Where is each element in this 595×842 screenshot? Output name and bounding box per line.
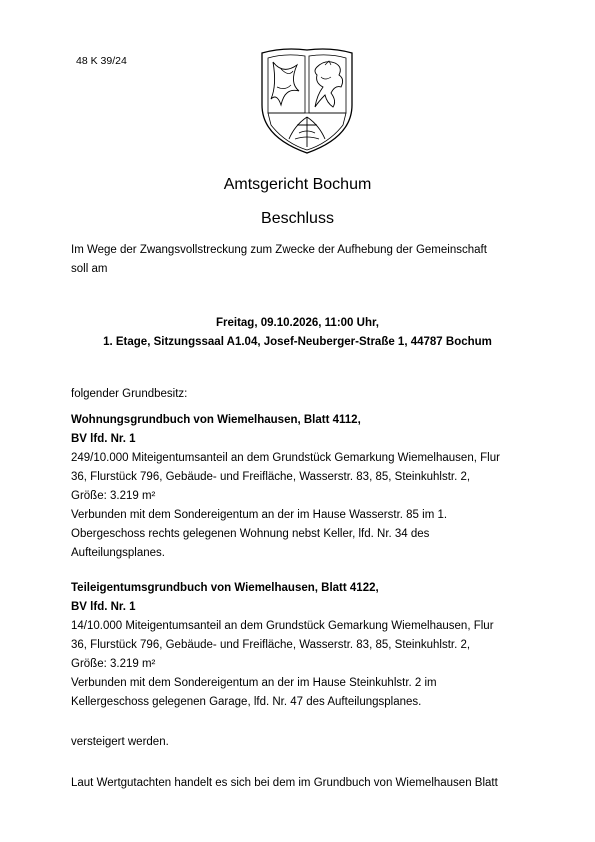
property-line: 36, Flurstück 796, Gebäude- und Freifläche, Wasserstr. 83, 85, Steinkuhlstr. 2, bbox=[71, 471, 471, 483]
closing-text bbox=[71, 733, 531, 752]
property-line: Aufteilungsplanes. bbox=[71, 547, 165, 559]
appointment-location: 1. Etage, Sitzungssaal A1.04, Josef-Neuberger-Straße 1, 44787 Bochum bbox=[103, 336, 492, 348]
property-bv: BV lfd. Nr. 1 bbox=[71, 601, 136, 613]
document-title: Beschluss bbox=[261, 210, 334, 227]
property-line: Größe: 3.219 m² bbox=[71, 658, 156, 670]
appointment-date: Freitag, 09.10.2026, 11:00 Uhr, bbox=[215, 317, 380, 329]
property-line: Verbunden mit dem Sondereigentum an der im Hause Steinkuhlstr. 2 im bbox=[71, 677, 437, 689]
property-line: Obergeschoss rechts gelegenen Wohnung nebst Keller, lfd. Nr. 34 des bbox=[71, 528, 430, 540]
property-line: Größe: 3.219 m² bbox=[71, 490, 156, 502]
nrw-coat-of-arms-icon bbox=[259, 47, 355, 155]
property-line: 36, Flurstück 796, Gebäude- und Freifläche, Wasserstr. 83, 85, Steinkuhlstr. 2, bbox=[71, 639, 471, 651]
property-block-1 bbox=[71, 411, 531, 563]
property-intro bbox=[71, 385, 531, 404]
file-number: 48 K 39/24 bbox=[76, 55, 127, 67]
property-line: 14/10.000 Miteigentumsanteil an dem Grundstück Gemarkung Wiemelhausen, Flur bbox=[71, 620, 494, 632]
intro-line: Im Wege der Zwangsvollstreckung zum Zwecke der Aufhebung der Gemeinschaft bbox=[71, 244, 487, 256]
property-heading: Wohnungsgrundbuch von Wiemelhausen, Blatt 4112, bbox=[71, 414, 361, 426]
property-bv: BV lfd. Nr. 1 bbox=[71, 433, 136, 445]
closing-line: versteigert werden. bbox=[71, 736, 169, 748]
intro-line: soll am bbox=[71, 263, 108, 275]
property-intro-text: folgender Grundbesitz: bbox=[71, 388, 188, 400]
intro-text bbox=[71, 241, 531, 279]
valuation-line: Laut Wertgutachten handelt es sich bei dem im Grundbuch von Wiemelhausen Blatt bbox=[71, 777, 498, 789]
property-line: 249/10.000 Miteigentumsanteil an dem Grundstück Gemarkung Wiemelhausen, Flur bbox=[71, 452, 500, 464]
property-heading: Teileigentumsgrundbuch von Wiemelhausen, Blatt 4122, bbox=[71, 582, 379, 594]
property-block-2 bbox=[71, 579, 531, 712]
property-line: Verbunden mit dem Sondereigentum an der im Hause Wasserstr. 85 im 1. bbox=[71, 509, 448, 521]
property-line: Kellergeschoss gelegenen Garage, lfd. Nr. 47 des Aufteilungsplanes. bbox=[71, 696, 422, 708]
court-name: Amtsgericht Bochum bbox=[223, 176, 372, 193]
valuation-text bbox=[71, 774, 531, 793]
